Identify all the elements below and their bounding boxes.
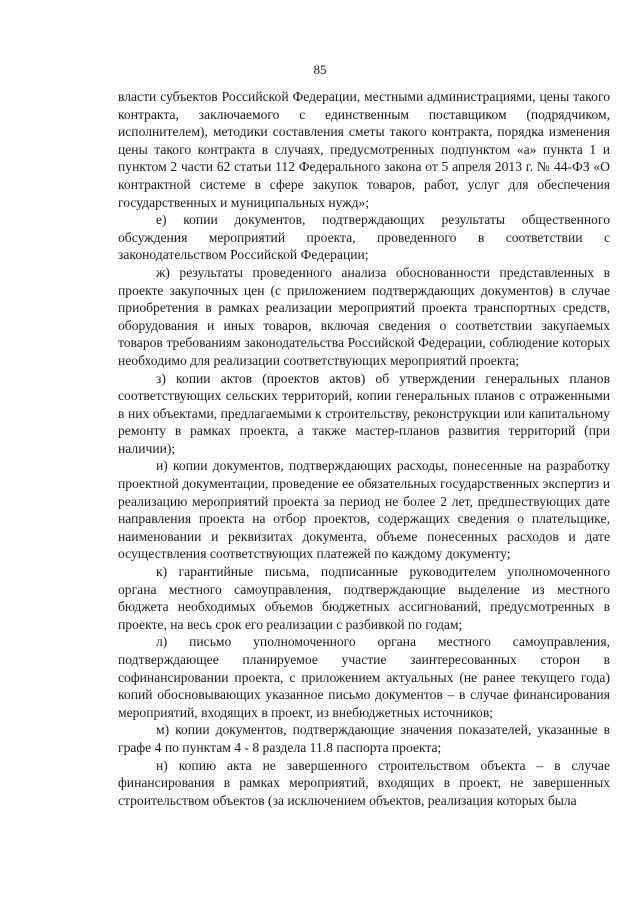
page-number: 85 [313, 62, 327, 77]
paragraph-item-e: е) копии документов, подтверждающих результаты общественного обсуждения мероприятий проекта, проведенного в соответствии с законодательством Российской Федерации; [118, 212, 610, 263]
paragraph-item-n: н) копию акта не завершенного строительством объекта – в случае финансирования в рамках мероприятий, входящих в проект, не завершенных строительством объектов (за исключением объектов, реализация которых была [118, 757, 610, 808]
paragraph-item-m: м) копии документов, подтверждающие значения показателей, указанные в графе 4 по пунктам 4 - 8 раздела 11.8 паспорта проекта; [118, 722, 610, 755]
paragraph-continuation: власти субъектов Российской Федерации, местными администрациями, цены такого контракта, заключаемого с единственным поставщиком (подрядчиком, исполнителем), методики составления сметы такого контракта, порядка изменения цены такого контракта в случаях, предусмотренных подпунктом «а» пункта 1 и пунктом 2 части 62 статьи 112 Федерального закона от 5 апреля 2013 г. № 44-ФЗ «О контрактной системе в сфере закупок товаров, работ, услуг для обеспечения государственных и муниципальных нужд»; [118, 89, 610, 210]
paragraph-item-zh: ж) результаты проведенного анализа обоснованности представленных в проекте закупочных цен (с приложением подтверждающих документов) в случае приобретения в рамках реализации мероприятий проекта транспортных средств, оборудования и иных товаров, включая сведения о соответствии закупаемых товаров требованиям законодательства Российской Федерации, соблюдение которых необходимо для реализации соответствующих мероприятий проекта; [118, 264, 610, 368]
paragraph-item-k: к) гарантийные письма, подписанные руководителем уполномоченного органа местного самоуправления, подтверждающие выделение из местного бюджета необходимых объемов бюджетных ассигнований, предусмотренных в проекте, на весь срок его реализации с разбивкой по годам; [118, 564, 610, 632]
paragraph-item-l: л) письмо уполномоченного органа местного самоуправления, подтверждающее планируемое участие заинтересованных сторон в софинансировании проекта, с приложением актуальных (не ранее текущего года) копий обосновывающих указанное письмо документов – в случае финансирования мероприятий, входящих в проект, из внебюджетных источников; [118, 634, 610, 720]
paragraph-item-z: з) копии актов (проектов актов) об утверждении генеральных планов соответствующих сельских территорий, копии генеральных планов с отраженными в них объектами, предлагаемыми к строительству, реконструкции или капитальному ремонту в рамках проекта, а также мастер-планов развития территорий (при наличии); [118, 370, 610, 456]
document-body [118, 88, 610, 809]
paragraph-item-i: и) копии документов, подтверждающих расходы, понесенные на разработку проектной документации, проведение ее обязательных государственных экспертиз и реализацию мероприятий проекта за период не более 2 лет, предшествующих дате направления проекта на отбор проектов, содержащих сведения о плательщике, наименовании и реквизитах документа, объеме понесенных расходов и дате осуществления соответствующих платежей по каждому документу; [118, 458, 610, 562]
